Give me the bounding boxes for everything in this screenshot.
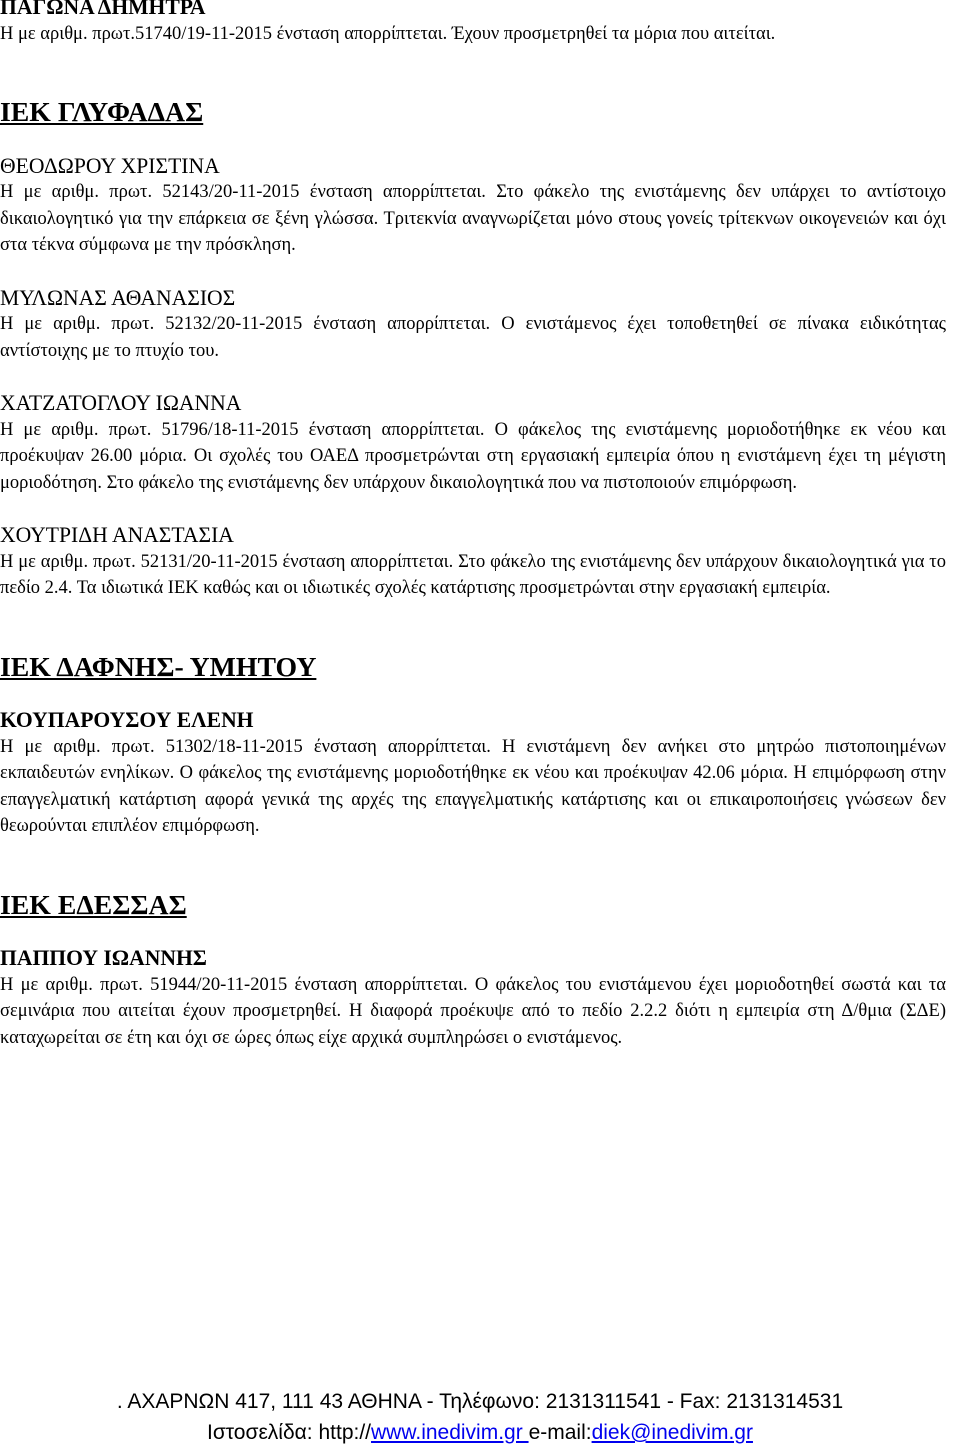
entry-text: Η με αριθμ. πρωτ. 51796/18-11-2015 ένσταση απορρίπτεται. Ο φάκελος της ενιστάμενης μοριοδοτήθηκε εκ νέου και προέκυψαν 26.00 μόρια. Οι σχολές του ΟΑΕΔ προσμετρώνται στη εργασιακή εμπειρία όπου η ενιστάμενη έχει τη μέγιστη μοριοδότηση. Στο φάκελο της ενιστάμενης δεν υπάρχουν δικαιολογητικά που να πιστοποιούν επιμόρφωση. [0,419,946,493]
entry-text: Η με αριθμ. πρωτ. 51944/20-11-2015 ένσταση απορρίπτεται. Ο φάκελος του ενιστάμενου έχει μοριοδοτηθεί σωστά και τα σεμινάρια που αιτείται έχουν προσμετρηθεί. Η διαφορά προέκυψε από το πεδίο 2.2.2 διότι η εμπειρία στη Δ/θμια (ΣΔΕ) καταχωρείται σε έτη και όχι σε ώρες όπως είχε αρχικά συμπληρώσει ο ενιστάμενος. [0,974,946,1048]
entry-name: ΧΟΥΤΡΙΔΗ ΑΝΑΣΤΑΣΙΑ [0,523,234,547]
entry-name: ΠΑΠΠΟΥ ΙΩΑΝΝΗΣ [0,946,207,970]
footer-website-link[interactable]: www.inedivim.gr [371,1421,529,1444]
entry-text: Η με αριθμ. πρωτ. 52131/20-11-2015 ένσταση απορρίπτεται. Στο φάκελο της ενιστάμενης δεν υπάρχουν δικαιολογητικά για το πεδίο 2.4. Τα ιδιωτικά ΙΕΚ καθώς και οι ιδιωτικές σχολές κατάρτισης προσμετρώνται στην εργασιακή εμπειρία. [0,551,946,598]
entry-name: ΘΕΟΔΩΡΟΥ ΧΡΙΣΤΙΝΑ [0,153,220,178]
entry-name: ΚΟΥΠΑΡΟΥΣΟΥ ΕΛΕΝΗ [0,708,254,732]
entry-text: Η με αριθμ. πρωτ.51740/19-11-2015 ένσταση απορρίπτεται. Έχουν προσμετρηθεί τα μόρια που αιτείται. [0,23,776,44]
section-title: ΙΕΚ ΕΔΕΣΣΑΣ [0,889,187,921]
entry-text: Η με αριθμ. πρωτ. 52143/20-11-2015 ένσταση απορρίπτεται. Στο φάκελο της ενιστάμενης δεν υπάρχει το αντίστοιχο δικαιολογητικό για την επάρκεια σε ξένη γλώσσα. Τριτεκνία αναγνωρίζεται μόνο στους γονείς τρίτεκνων οικογενειών και όχι στα τέκνα σύμφωνα με την πρόσκληση. [0,182,946,255]
entry-text: Η με αριθμ. πρωτ. 52132/20-11-2015 ένσταση απορρίπτεται. Ο ενιστάμενος έχει τοποθετηθεί σε πίνακα ειδικότητας αντίστοιχης με το πτυχίο του. [0,314,946,361]
section-title: ΙΕΚ ΓΛΥΦΑΔΑΣ [0,97,204,128]
footer-contact [0,1419,960,1447]
entry-text: Η με αριθμ. πρωτ. 51302/18-11-2015 ένσταση απορρίπτεται. Η ενιστάμενη δεν ανήκει στο μητρώο πιστοποιημένων εκπαιδευτών ενηλίκων. Ο φάκελος της ενιστάμενης μοριοδοτήθηκε εκ νέου και προέκυψαν 42.06 μόρια. Η επιμόρφωση στην επαγγελματική κατάρτιση αφορά γενικά της αρχές της επαγγελματικής κατάρτισης και οι επικαιροποιήσεις γνώσεων δεν θεωρούνται επιπλέον επιμόρφωση. [0,736,946,836]
section-title: ΙΕΚ ΔΑΦΝΗΣ- ΥΜΗΤΟΥ [0,651,317,683]
footer-email-link[interactable]: diek@inedivim.gr [591,1421,753,1444]
entry-name: ΜΥΛΩΝΑΣ ΑΘΑΝΑΣΙΟΣ [0,285,236,310]
footer-address: . ΑΧΑΡΝΩΝ 417, 111 43 ΑΘΗΝΑ - Τηλέφωνο: 2131311541 - Fax: 2131314531 [116,1390,844,1413]
footer-website-label: Ιστοσελίδα: http:// [207,1421,372,1444]
entry-name: ΠΑΓΩΝΑ ΔΗΜΗΤΡΑ [0,0,206,19]
footer-email-label: e-mail: [528,1421,592,1444]
entry-name: ΧΑΤΖΑΤΟΓΛΟΥ ΙΩΑΝΝΑ [0,391,242,415]
